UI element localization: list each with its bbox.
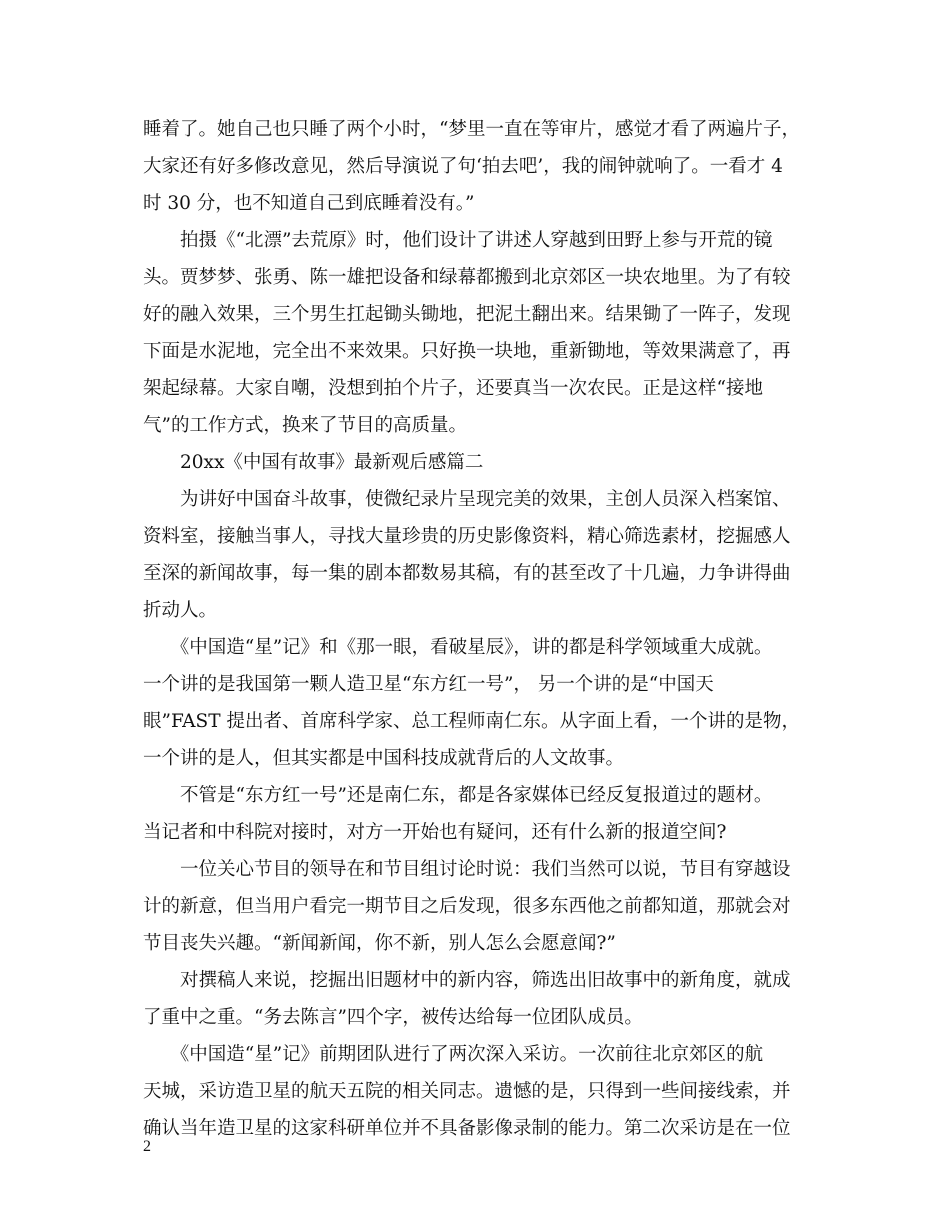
text-line: 睡着了。她自己也只睡了两个小时，“梦里一直在等审片，感觉才看了两遍片子， (143, 119, 800, 140)
text-line: 架起绿幕。大家自嘲，没想到拍个片子，还要真当一次农民。正是这样“接地 (143, 378, 763, 399)
text-line: 对撰稿人来说，挖掘出旧题材中的新内容，筛选出旧故事中的新角度，就成 (143, 970, 791, 991)
text-line: 天城，采访造卫星的航天五院的相关同志。遗憾的是，只得到一些间接线索，并 (143, 1081, 791, 1102)
text-line: 计的新意，但当用户看完一期节目之后发现，很多东西他之前都知道，那就会对 (143, 896, 791, 917)
text-line: 气”的工作方式，换来了节目的高质量。 (143, 415, 467, 436)
text-line: 大家还有好多修改意见，然后导演说了句‘拍去吧’，我的闹钟就响了。一看才 4 (143, 156, 783, 177)
text-line: 拍摄《“北漂”去荒原》时，他们设计了讲述人穿越到田野上参与开荒的镜 (143, 230, 773, 251)
text-line: 头。贾梦梦、张勇、陈一雄把设备和绿幕都搬到北京郊区一块农地里。为了有较 (143, 267, 791, 288)
section-heading: 20xx《中国有故事》最新观后感篇二 (143, 452, 484, 473)
text-line: 确认当年造卫星的这家科研单位并不具备影像录制的能力。第二次采访是在一位 (143, 1118, 791, 1139)
text-line: 眼”FAST 提出者、首席科学家、总工程师南仁东。从字面上看，一个讲的是物， (143, 711, 800, 732)
page-number: 2 (143, 1138, 151, 1155)
text-line: 一个讲的是我国第一颗人造卫星“东方红一号”， 另一个讲的是“中国天 (143, 674, 714, 695)
text-line: 一个讲的是人，但其实都是中国科技成就背后的人文故事。 (143, 748, 625, 769)
text-line: 了重中之重。“务去陈言”四个字，被传达给每一位团队成员。 (143, 1007, 643, 1028)
text-line: 当记者和中科院对接时，对方一开始也有疑问，还有什么新的报道空间? (143, 822, 727, 843)
text-line: 至深的新闻故事，每一集的剧本都数易其稿，有的甚至改了十几遍，力争讲得曲 (143, 563, 791, 584)
text-line: 好的融入效果，三个男生扛起锄头锄地，把泥土翻出来。结果锄了一阵子，发现 (143, 304, 791, 325)
text-line: 节目丧失兴趣。“新闻新闻，你不新，别人怎么会愿意闻?” (143, 933, 616, 954)
text-line: 折动人。 (143, 600, 218, 621)
text-line: 下面是水泥地，完全出不来效果。只好换一块地，重新锄地，等效果满意了，再 (143, 341, 791, 362)
text-line: 《中国造“星”记》前期团队进行了两次深入采访。一次前往北京郊区的航 (143, 1044, 764, 1065)
text-line: 《中国造“星”记》和《那一眼，看破星辰》，讲的都是科学领域重大成就。 (143, 637, 773, 658)
text-line: 为讲好中国奋斗故事，使微纪录片呈现完美的效果，主创人员深入档案馆、 (143, 489, 791, 510)
text-line: 时 30 分，也不知道自己到底睡着没有。” (143, 193, 475, 214)
text-line: 资料室，接触当事人，寻找大量珍贵的历史影像资料，精心筛选素材，挖掘感人 (143, 526, 791, 547)
text-line: 一位关心节目的领导在和节目组讨论时说：我们当然可以说，节目有穿越设 (143, 859, 791, 880)
text-line: 不管是“东方红一号”还是南仁东，都是各家媒体已经反复报道过的题材。 (143, 785, 773, 806)
